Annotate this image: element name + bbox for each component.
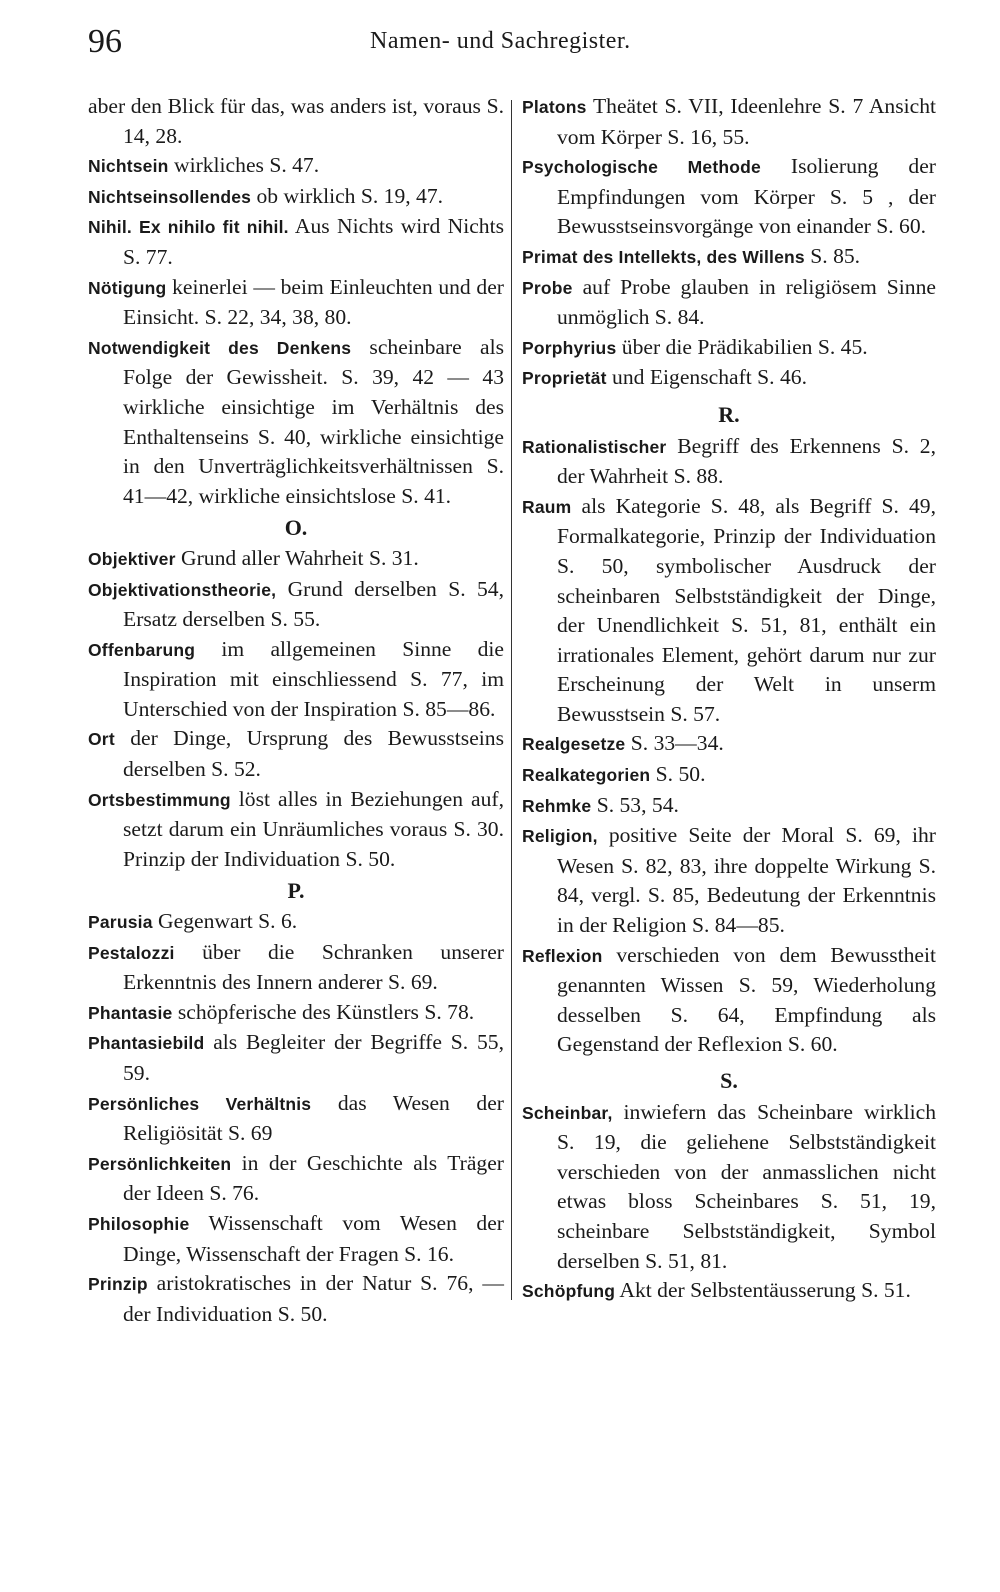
entry-text: scheinbare als Folge der Gewissheit. S. 39, 42 — 43 wirkliche einsichtige im Verhältnis des Enthaltenseins S. 40, wirkliche einsichtige in den Unverträglichkeitsverhältnissen S. 41—42, wirkliche einsichtslose S. 41. <box>123 334 504 508</box>
entry-text: positive Seite der Moral S. 69, ihr Wesen S. 82, 83, ihre doppelte Wirkung S. 84, vergl. S. 85, Bedeutung der Erkenntnis in der Religion S. 84—85. <box>557 823 936 938</box>
entry-text: verschieden von dem Bewusstheit genannten Wissen S. 59, Wiederholung desselben S. 64, Empfindung als Gegenstand der Reflexion S. 60. <box>557 942 936 1057</box>
entry-text: ob wirklich S. 19, 47. <box>251 183 444 208</box>
running-head: Namen- und Sachregister. <box>370 28 631 54</box>
index-entry <box>522 432 936 492</box>
entry-text: aristokratisches in der Natur S. 76, — der Individuation S. 50. <box>123 1271 504 1326</box>
index-entry <box>522 273 936 333</box>
entry-lemma: Rationalistischer <box>522 436 667 457</box>
entry-lemma: Parusia <box>88 912 153 933</box>
entry-lemma: Probe <box>522 277 573 298</box>
index-entry <box>522 729 936 760</box>
entry-lemma: Proprietät <box>522 368 607 389</box>
entry-lemma: Notwendigkeit des Denkens <box>88 337 352 358</box>
entry-lemma: Platons <box>522 97 587 117</box>
entry-lemma: Psychologische Methode <box>522 157 761 178</box>
index-entry <box>88 1149 504 1209</box>
index-entry <box>88 212 504 272</box>
index-entry <box>88 575 504 635</box>
entry-text: schöpferische des Künstlers S. 78. <box>172 999 475 1024</box>
entry-lemma: Realgesetze <box>522 734 626 755</box>
entry-lemma: Objektiver <box>88 548 176 569</box>
entry-text: Gegenwart S. 6. <box>152 909 298 934</box>
entry-lemma: Porphyrius <box>522 337 617 358</box>
index-entry <box>88 635 504 725</box>
index-entry <box>522 941 936 1060</box>
left-column <box>88 92 504 1329</box>
entry-text: aber den Blick für das, was anders ist, voraus S. 14, 28. <box>88 94 504 148</box>
entry-lemma: Raum <box>522 496 572 517</box>
index-entry <box>88 273 504 333</box>
entry-text: und Eigenschaft S. 46. <box>606 365 807 390</box>
entry-lemma: Schöpfung <box>522 1281 616 1302</box>
section-letter: S. <box>720 1068 738 1093</box>
index-entry <box>88 785 504 875</box>
index-entry <box>88 1269 504 1329</box>
entry-lemma: Nötigung <box>88 277 167 298</box>
entry-lemma: Nichtsein <box>88 156 169 177</box>
entry-text: Aus Nichts wird Nichts S. 77. <box>123 214 504 269</box>
entry-lemma: Offenbarung <box>88 639 196 660</box>
entry-text: über die Prädikabilien S. 45. <box>616 334 868 359</box>
index-entry <box>88 1089 504 1149</box>
entry-text: S. 85. <box>804 243 861 268</box>
entry-text: Isolierung der Empfindungen vom Körper S. 5 , der Bewusstseinsvorgänge von einander S. 60. <box>557 154 936 239</box>
index-entry <box>522 152 936 242</box>
entry-lemma: Pestalozzi <box>88 942 175 963</box>
index-entry <box>88 998 504 1029</box>
index-entry <box>522 760 936 791</box>
entry-text: S. 50. <box>650 762 706 787</box>
entry-lemma: Ort <box>88 729 115 750</box>
section-letter: P. <box>287 878 305 904</box>
entry-lemma: Philosophie <box>88 1213 190 1234</box>
entry-lemma: Phantasiebild <box>88 1033 205 1054</box>
entry-text: Grund aller Wahrheit S. 31. <box>175 545 419 570</box>
entry-text: wirkliches S. 47. <box>168 153 320 178</box>
index-entry <box>88 544 504 575</box>
entry-lemma: Realkategorien <box>522 765 651 786</box>
index-entry <box>88 907 504 938</box>
entry-lemma: Rehmke <box>522 795 592 816</box>
page-number: 96 <box>88 23 122 60</box>
entry-text: auf Probe glauben in religiösem Sinne unmöglich S. 84. <box>557 274 936 330</box>
entry-lemma: Ortsbestimmung <box>88 789 231 810</box>
entry-lemma: Scheinbar, <box>522 1102 613 1123</box>
index-entry <box>522 333 936 364</box>
entry-lemma: Persönlichkeiten <box>88 1153 232 1174</box>
entry-text: der Dinge, Ursprung des Bewusstseins derselben S. 52. <box>114 726 504 782</box>
entry-text: Grund derselben S. 54, Ersatz derselben S. 55. <box>123 576 504 632</box>
entry-lemma: Nichtseinsollendes <box>88 186 252 207</box>
index-entry <box>522 821 936 940</box>
section-letter: O. <box>284 515 308 541</box>
index-entry <box>88 1028 504 1088</box>
entry-text: keinerlei — beim Einleuchten und der Einsicht. S. 22, 34, 38, 80. <box>123 274 504 330</box>
index-entry <box>522 92 936 152</box>
index-entry <box>522 1276 936 1307</box>
index-entry <box>522 791 936 822</box>
entry-text: Begriff des Erkennens S. 2, der Wahrheit S. 88. <box>557 433 936 489</box>
entry-text: S. 33—34. <box>625 731 724 756</box>
index-entry <box>88 938 504 998</box>
entry-lemma: Reflexion <box>522 945 603 966</box>
index-entry-continuation <box>88 92 504 151</box>
entry-text: das Wesen der Religiösität S. 69 <box>123 1090 504 1146</box>
entry-text: Akt der Selbstentäusserung S. 51. <box>615 1278 911 1303</box>
entry-lemma: Religion, <box>522 826 598 847</box>
right-column <box>522 92 936 1307</box>
section-letter: R. <box>718 401 740 427</box>
entry-text: Theätet S. VII, Ideenlehre S. 7 Ansicht vom Körper S. 16, 55. <box>557 94 936 149</box>
index-entry <box>88 151 504 182</box>
index-entry <box>88 724 504 784</box>
entry-text: S. 53, 54. <box>591 792 679 817</box>
entry-text: über die Schranken unserer Erkenntnis des Innern anderer S. 69. <box>123 939 504 995</box>
entry-text: Wissenschaft vom Wesen der Dinge, Wissenschaft der Fragen S. 16. <box>123 1210 504 1266</box>
entry-lemma: Primat des Intellekts, des Willens <box>522 246 805 267</box>
entry-lemma: Objektivationstheorie, <box>88 579 277 600</box>
entry-lemma: Phantasie <box>88 1002 173 1023</box>
index-entry <box>522 492 936 730</box>
entry-text: als Kategorie S. 48, als Begriff S. 49, Formalkategorie, Prinzip der Individuation S. 50, symbolischer Ausdruck der scheinbaren Selbstständigkeit der Dinge, der Unendlichkeit S. 51, 81, enthält ein irrationales Element, gehört darum nur zur Erscheinung der Welt in unserm Bewusstsein S. 57. <box>557 493 936 726</box>
entry-lemma: Prinzip <box>88 1274 148 1295</box>
index-entry <box>88 182 504 213</box>
entry-text: als Begleiter der Begriffe S. 55, 59. <box>123 1030 504 1085</box>
entry-lemma: Persönliches Verhältnis <box>88 1093 312 1114</box>
entry-lemma: Nihil. Ex nihilo fit nihil. <box>88 217 289 238</box>
entry-text: löst alles in Beziehungen auf, setzt darum ein Unräumliches voraus S. 30. Prinzip der Individuation S. 50. <box>123 786 504 871</box>
index-entry <box>88 1209 504 1269</box>
index-entry <box>522 1098 936 1277</box>
index-entry <box>88 333 504 512</box>
column-divider <box>511 100 512 1300</box>
index-entry <box>522 363 936 394</box>
entry-text: in der Geschichte als Träger der Ideen S. 76. <box>123 1150 504 1206</box>
entry-text: inwiefern das Scheinbare wirklich S. 19, die geliehene Selbstständigkeit verschieden von der anmasslichen nicht etwas bloss Scheinbares S. 51, 19, scheinbare Selbstständigkeit, Symbol derselben S. 51, 81. <box>557 1099 936 1273</box>
entry-text: im allgemeinen Sinne die Inspiration mit einschliessend S. 77, im Unterschied von der Inspiration S. 85—86. <box>123 636 504 721</box>
index-entry <box>522 242 936 273</box>
